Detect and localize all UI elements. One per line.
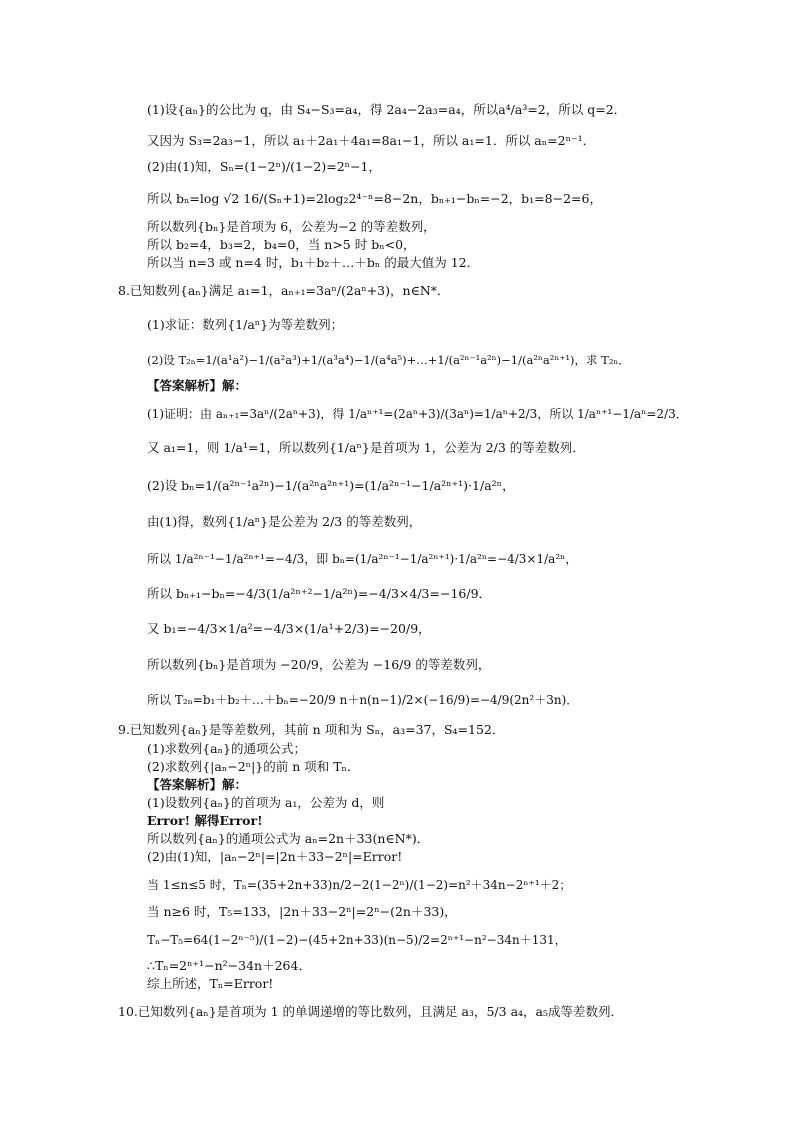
text-line: ∴Tₙ=2ⁿ⁺¹−n²−34n＋264． [147,958,311,973]
text-line: (1)求数列{aₙ}的通项公式； [147,741,306,756]
text-line: (2)设 T₂ₙ=1/(a¹a²)−1/(a²a³)+1/(a³a⁴)−1/(a⁴a⁵)+…+1/(a²ⁿ⁻¹a²ⁿ)−1/(a²ⁿa²ⁿ⁺¹)，求 T₂ₙ． [147,353,630,367]
text-line: (2)设 bₙ=1/(a²ⁿ⁻¹a²ⁿ)−1/(a²ⁿa²ⁿ⁺¹)=(1/a²ⁿ⁻¹−1/a²ⁿ⁺¹)·1/a²ⁿ， [147,478,515,493]
text-line: 当 1≤n≤5 时，Tₙ=(35+2n+33)n/2−2(1−2ⁿ)/(1−2)=n²＋34n−2ⁿ⁺¹＋2； [147,878,572,892]
text-line: 所以数列{bₙ}是首项为 −20/9，公差为 −16/9 的等差数列， [147,657,491,672]
text-line: 所以 b₂=4，b₃=2，b₄=0，当 n>5 时 bₙ<0， [147,237,416,252]
problem-10-title: 10.已知数列{aₙ}是首项为 1 的单调递增的等比数列，且满足 a₃，5/3 a₄，a₅成等差数列． [118,1004,624,1019]
problem-8-title: 8.已知数列{aₙ}满足 a₁=1，aₙ₊₁=3aⁿ/(2aⁿ+3)，n∈N*． [118,283,450,298]
answer-heading: 【答案解析】解： [147,378,248,393]
answer-heading: 【答案解析】解： [147,777,248,792]
text-line: (1)证明：由 aₙ₊₁=3aⁿ/(2aⁿ+3)，得 1/aⁿ⁺¹=(2aⁿ+3)/(3aⁿ)=1/aⁿ+2/3，所以 1/aⁿ⁺¹−1/aⁿ=2/3． [147,407,688,421]
text-line: 所以数列{bₙ}是首项为 6，公差为−2 的等差数列， [147,219,436,234]
text-line: 所以当 n=3 或 n=4 时，b₁＋b₂＋…＋bₙ 的最大值为 12． [147,255,480,270]
text-line: (2)由(1)知，|aₙ−2ⁿ|=|2n＋33−2ⁿ|=Error! [147,849,403,864]
text-line: 当 n≥6 时，T₅=133，|2n＋33−2ⁿ|=2ⁿ−(2n＋33)， [147,904,457,919]
error-line: Error! 解得Error! [147,813,263,828]
text-line: 又因为 S₃=2a₃−1，所以 a₁＋2a₁＋4a₁=8a₁−1，所以 a₁=1．所以 aₙ=2ⁿ⁻¹． [147,133,596,148]
text-line: 所以数列{aₙ}的通项公式为 aₙ=2n＋33(n∈N*)． [147,831,430,846]
text-line: 综上所述，Tₙ=Error! [147,976,274,991]
text-line: Tₙ−T₅=64(1−2ⁿ⁻⁵)/(1−2)−(45+2n+33)(n−5)/2=2ⁿ⁺¹−n²−34n＋131， [147,933,567,947]
text-line: 又 b₁=−4/3×1/a²=−4/3×(1/a¹+2/3)=−20/9， [147,621,431,636]
text-line: 所以 bₙ=log √2 16/(Sₙ+1)=2log₂2⁴⁻ⁿ=8−2n，bₙ₊₁−bₙ=−2，b₁=8−2=6， [147,191,602,206]
text-line: (1)设数列{aₙ}的首项为 a₁，公差为 d，则 [147,795,385,810]
text-line: (1)求证：数列{1/aⁿ}为等差数列； [147,317,344,332]
text-line: (2)求数列{|aₙ−2ⁿ|}的前 n 项和 Tₙ． [147,759,360,774]
text-line: 所以 bₙ₊₁−bₙ=−4/3(1/a²ⁿ⁺²−1/a²ⁿ)=−4/3×4/3=−16/9． [147,586,492,601]
text-line: 所以 1/a²ⁿ⁻¹−1/a²ⁿ⁺¹=−4/3，即 bₙ=(1/a²ⁿ⁻¹−1/a²ⁿ⁺¹)·1/a²ⁿ=−4/3×1/a²ⁿ， [147,552,578,566]
text-line: 由(1)得，数列{1/aⁿ}是公差为 2/3 的等差数列， [147,514,422,529]
text-line: (2)由(1)知，Sₙ=(1−2ⁿ)/(1−2)=2ⁿ−1， [147,159,382,174]
text-line: 又 a₁=1，则 1/a¹=1，所以数列{1/aⁿ}是首项为 1，公差为 2/3 的等差数列． [147,440,585,455]
text-line: 所以 T₂ₙ=b₁＋b₂＋…＋bₙ=−20/9 n＋n(n−1)/2×(−16/9)=−4/9(2n²＋3n)． [147,693,579,707]
problem-9-title: 9.已知数列{aₙ}是等差数列，其前 n 项和为 Sₙ，a₃=37，S₄=152． [118,722,505,737]
text-line: (1)设{aₙ}的公比为 q，由 S₄−S₃=a₄，得 2a₄−2a₃=a₄，所以a⁴/a³=2，所以 q=2． [147,102,627,117]
